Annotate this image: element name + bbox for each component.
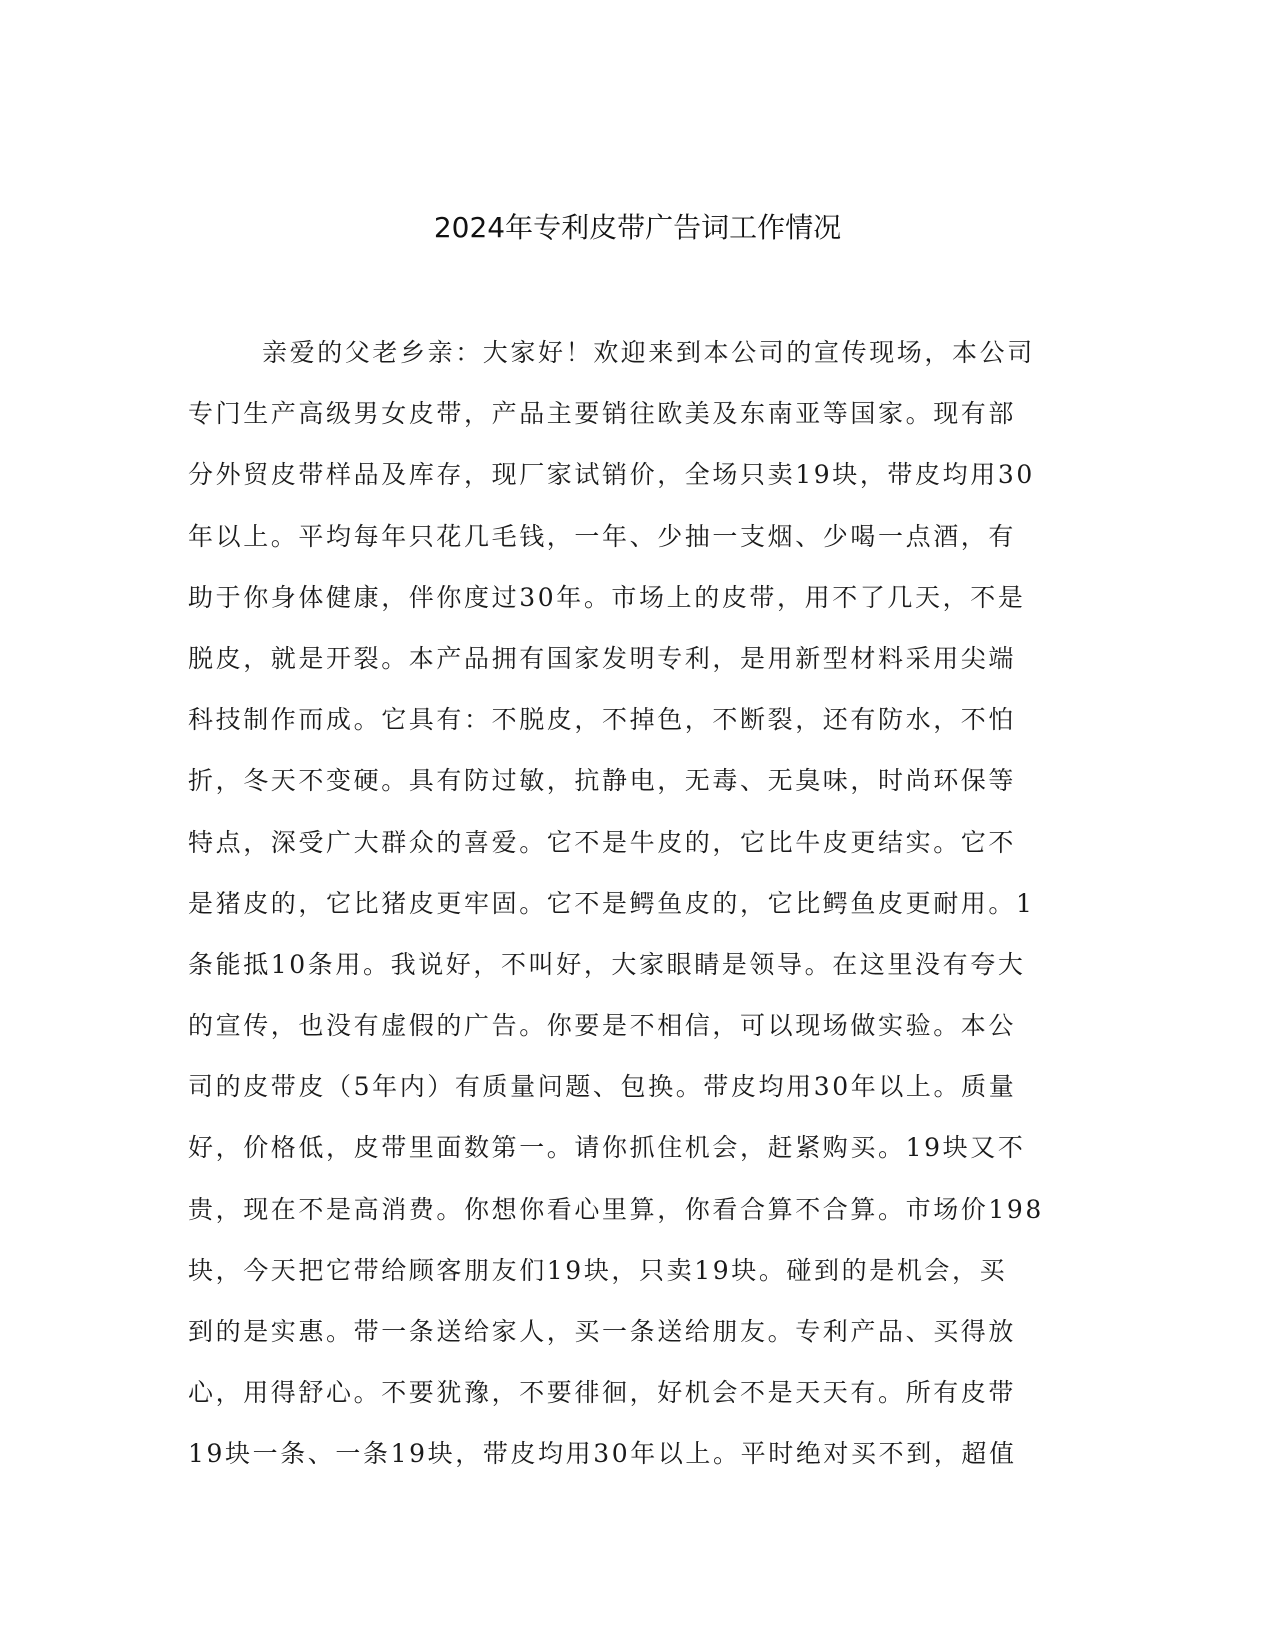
paragraph-line: 专门生产高级男女皮带，产品主要销往欧美及东南亚等国家。现有部 [188,399,1017,429]
document-title: 2024年专利皮带广告词工作情况 [433,211,842,244]
document-body [188,322,1088,1485]
paragraph-line: 19块一条、一条19块，带皮均用30年以上。平时绝对买不到，超值 [188,1439,1017,1469]
paragraph-line: 的宣传，也没有虚假的广告。你要是不相信，可以现场做实验。本公 [188,1011,1017,1041]
paragraph-line: 年以上。平均每年只花几毛钱，一年、少抽一支烟、少喝一点酒，有 [188,521,1017,551]
paragraph-line: 特点，深受广大群众的喜爱。它不是牛皮的，它比牛皮更结实。它不 [188,827,1017,857]
paragraph-line: 到的是实惠。带一条送给家人，买一条送给朋友。专利产品、买得放 [188,1317,1017,1346]
paragraph-line: 助于你身体健康，伴你度过30年。市场上的皮带，用不了几天，不是 [188,582,1026,612]
paragraph-line: 好，价格低，皮带里面数第一。请你抓住机会，赶紧购买。19块又不 [188,1133,1026,1163]
paragraph-line: 科技制作而成。它具有：不脱皮，不掉色，不断裂，还有防水，不怕 [188,705,1017,735]
paragraph-line: 贵，现在不是高消费。你想你看心里算，你看合算不合算。市场价198 [188,1194,1044,1224]
paragraph-line: 亲爱的父老乡亲：大家好！欢迎来到本公司的宣传现场，本公司 [262,338,1035,367]
paragraph-line: 折，冬天不变硬。具有防过敏，抗静电，无毒、无臭味，时尚环保等 [188,766,1017,796]
paragraph-line: 心，用得舒心。不要犹豫，不要徘徊，好机会不是天天有。所有皮带 [188,1378,1017,1408]
paragraph-line: 司的皮带皮（5年内）有质量问题、包换。带皮均用30年以上。质量 [188,1072,1017,1102]
paragraph-line: 分外贸皮带样品及库存，现厂家试销价，全场只卖19块，带皮均用30 [188,460,1035,490]
paragraph-line: 是猪皮的，它比猪皮更牢固。它不是鳄鱼皮的，它比鳄鱼皮更耐用。1 [188,888,1035,918]
paragraph-line: 条能抵10条用。我说好，不叫好，大家眼睛是领导。在这里没有夸大 [188,949,1026,979]
paragraph-line: 脱皮，就是开裂。本产品拥有国家发明专利，是用新型材料采用尖端 [188,643,1017,673]
paragraph-line: 块，今天把它带给顾客朋友们19块，只卖19块。碰到的是机会，买 [188,1255,1008,1285]
